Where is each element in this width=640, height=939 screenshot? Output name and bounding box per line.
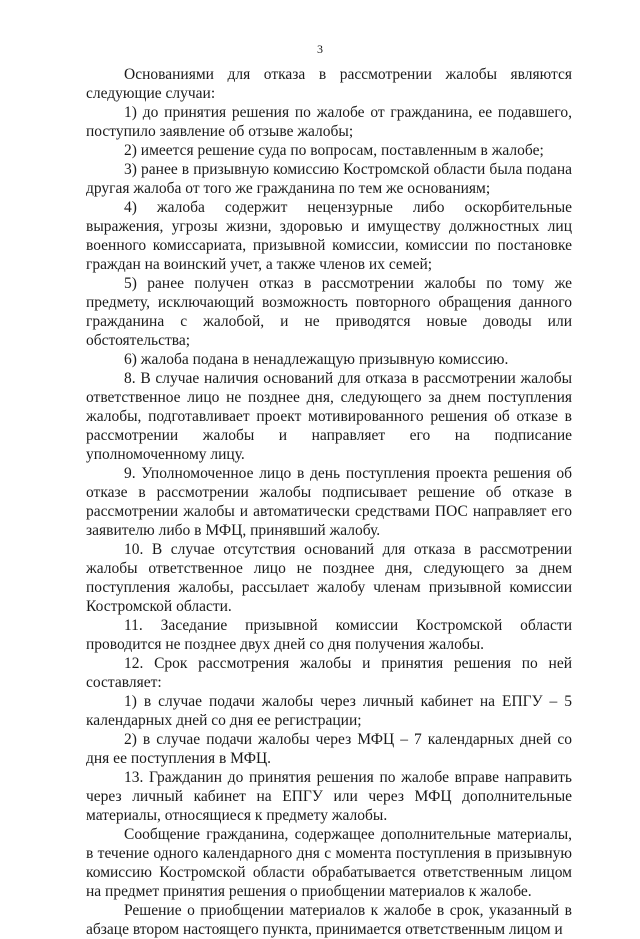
page-number: 3 [317, 42, 323, 56]
paragraph-ground-6: 6) жалоба подана в ненадлежащую призывную комиссию. [124, 351, 509, 368]
paragraph-item-12-sub-1: 1) в случае подачи жалобы через личный кабинет на ЕПГУ – 5 календарных дней со дня ее регистрации; [86, 693, 572, 729]
document-body [86, 65, 572, 939]
paragraph-item-13-message: Сообщение гражданина, содержащее дополнительные материалы, в течение одного календарного дня с момента поступления в призывную комиссию Костромской области обрабатывается ответственным лицом на предмет принятия решения о приобщении материалов к жалобе. [86, 826, 572, 900]
paragraph-item-12-sub-2: 2) в случае подачи жалобы через МФЦ – 7 календарных дней со дня ее поступления в МФЦ. [86, 731, 572, 767]
paragraph-grounds-intro: Основаниями для отказа в рассмотрении жалобы являются следующие случаи: [86, 66, 572, 102]
paragraph-item-12: 12. Срок рассмотрения жалобы и принятия решения по ней составляет: [86, 655, 572, 691]
paragraph-item-9: 9. Уполномоченное лицо в день поступления проекта решения об отказе в рассмотрении жалобы подписывает решение об отказе в рассмотрении жалобы и автоматически средствами ПОС направляет его заявителю либо в МФЦ, принявший жалобу. [86, 465, 572, 539]
paragraph-ground-3: 3) ранее в призывную комиссию Костромской области была подана другая жалоба от того же гражданина по тем же основаниям; [86, 161, 572, 197]
paragraph-item-10: 10. В случае отсутствия оснований для отказа в рассмотрении жалобы ответственное лицо не позднее дня, следующего за днем поступления жалобы, рассылает жалобу членам призывной комиссии Костромской области. [86, 541, 572, 615]
paragraph-item-13-decision: Решение о приобщении материалов к жалобе в срок, указанный в абзаце втором настоящего пункта, принимается ответственным лицом и [86, 902, 572, 938]
paragraph-ground-4: 4) жалоба содержит нецензурные либо оскорбительные выражения, угрозы жизни, здоровью и имуществу должностных лиц военного комиссариата, призывной комиссии, комиссии по постановке граждан на воинский учет, а также членов их семей; [86, 199, 572, 273]
paragraph-item-8: 8. В случае наличия оснований для отказа в рассмотрении жалобы ответственное лицо не позднее дня, следующего за днем поступления жалобы, подготавливает проект мотивированного решения об отказе в рассмотрении жалобы и направляет его на подписание уполномоченному лицу. [86, 370, 572, 463]
paragraph-item-11: 11. Заседание призывной комиссии Костромской области проводится не позднее двух дней со дня получения жалобы. [86, 617, 572, 653]
paragraph-item-13: 13. Гражданин до принятия решения по жалобе вправе направить через личный кабинет на ЕПГУ или через МФЦ дополнительные материалы, относящиеся к предмету жалобы. [86, 769, 572, 824]
paragraph-ground-2: 2) имеется решение суда по вопросам, поставленным в жалобе; [124, 142, 544, 159]
paragraph-ground-1: 1) до принятия решения по жалобе от гражданина, ее подавшего, поступило заявление об отзыве жалобы; [86, 104, 572, 140]
paragraph-ground-5: 5) ранее получен отказ в рассмотрении жалобы по тому же предмету, исключающий возможность повторного обращения данного гражданина с жалобой, и не приводятся новые доводы или обстоятельства; [86, 275, 572, 349]
